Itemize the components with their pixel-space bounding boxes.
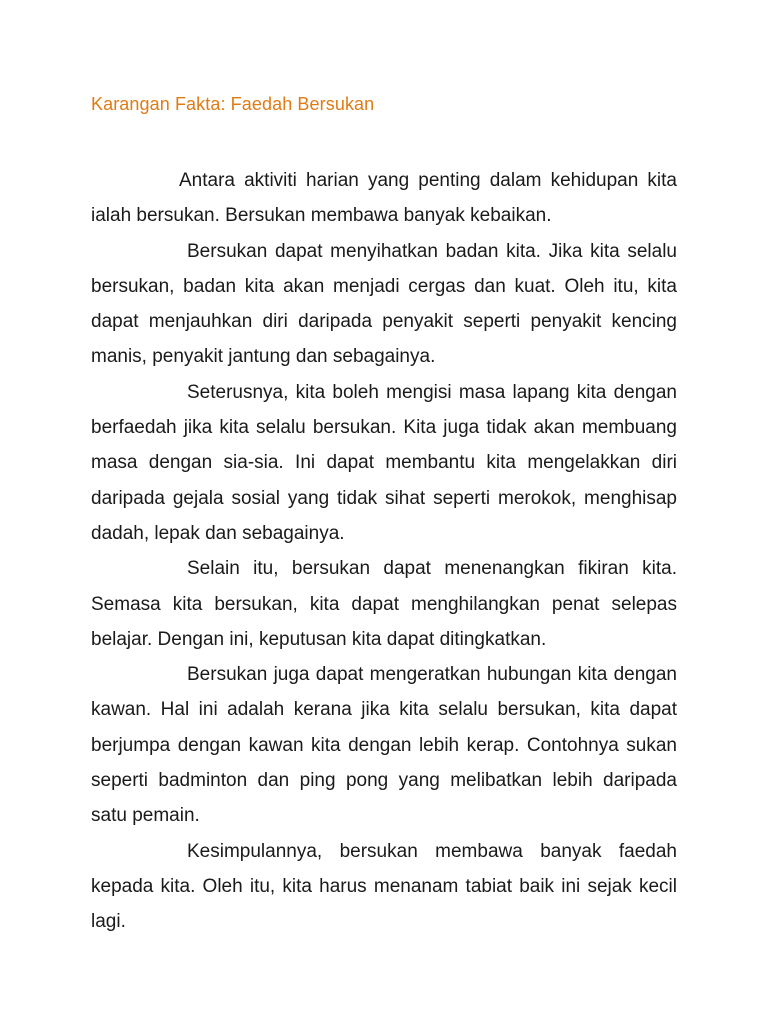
- paragraph-intro: Antara aktiviti harian yang penting dalam kehidupan kita ialah bersukan. Bersukan membawa banyak kebaikan.: [91, 170, 677, 227]
- paragraph-friendship: Bersukan juga dapat mengeratkan hubungan kita dengan kawan. Hal ini adalah kerana jika kita selalu bersukan, kita dapat berjumpa dengan kawan kita dengan lebih kerap. Contohnya sukan seperti badminton dan ping pong yang melibatkan lebih daripada satu pemain.: [91, 664, 677, 827]
- paragraph-conclusion: Kesimpulannya, bersukan membawa banyak faedah kepada kita. Oleh itu, kita harus menanam tabiat baik ini sejak kecil lagi.: [91, 840, 677, 933]
- paragraph-health: Bersukan dapat menyihatkan badan kita. Jika kita selalu bersukan, badan kita akan menjadi cergas dan kuat. Oleh itu, kita dapat menjauhkan diri daripada penyakit seperti penyakit kencing manis, penyakit jantung dan sebagainya.: [91, 240, 677, 368]
- document-title: Karangan Fakta: Faedah Bersukan: [91, 94, 375, 114]
- document-body: [91, 163, 677, 940]
- paragraph-leisure: Seterusnya, kita boleh mengisi masa lapang kita dengan berfaedah jika kita selalu bersukan. Kita juga tidak akan membuang masa dengan sia-sia. Ini dapat membantu kita mengelakkan diri daripada gejala sosial yang tidak sihat seperti merokok, menghisap dadah, lepak dan sebagainya.: [91, 381, 677, 544]
- paragraph-mind: Selain itu, bersukan dapat menenangkan fikiran kita. Semasa kita bersukan, kita dapat menghilangkan penat selepas belajar. Dengan ini, keputusan kita dapat ditingkatkan.: [91, 558, 677, 650]
